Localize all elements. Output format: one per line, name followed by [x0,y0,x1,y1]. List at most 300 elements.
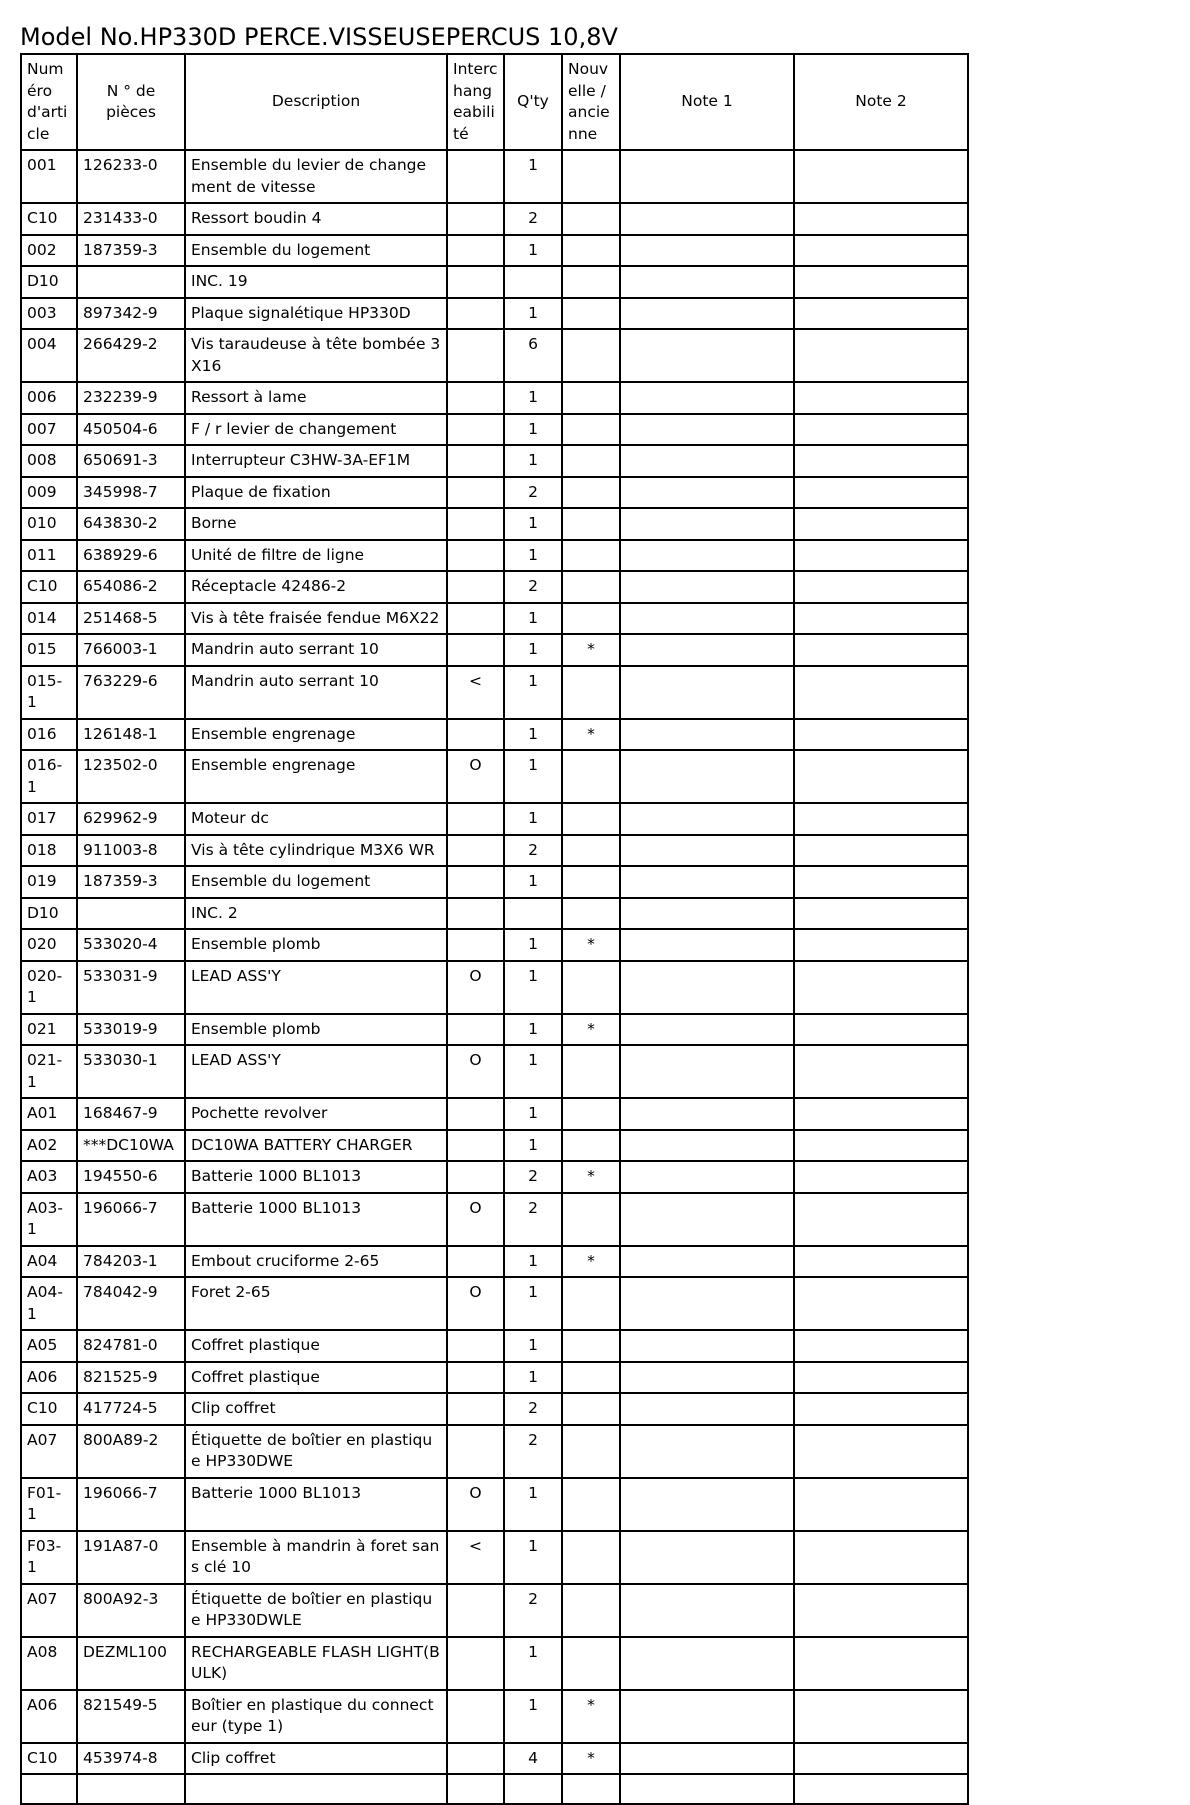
note-1-cell [620,898,794,930]
interchangeability-cell [447,835,504,867]
description-cell: Vis taraudeuse à tête bombée 3X16 [185,329,447,382]
quantity-cell: 1 [504,1531,562,1584]
note-2-cell [794,1014,968,1046]
quantity-cell: 1 [504,150,562,203]
note-1-cell [620,477,794,509]
item-number-cell: A08 [21,1637,77,1690]
note-1-cell [620,1637,794,1690]
table-row [21,266,968,298]
table-row [21,1531,968,1584]
part-number-cell: 821549-5 [77,1690,185,1743]
header-row [21,54,968,150]
note-1-cell [620,835,794,867]
description-cell: LEAD ASS'Y [185,961,447,1014]
description-cell: F / r levier de changement [185,414,447,446]
table-row [21,571,968,603]
quantity-cell: 1 [504,1690,562,1743]
part-number-cell: 629962-9 [77,803,185,835]
new-old-cell [562,266,620,298]
interchangeability-cell [447,203,504,235]
note-2-cell [794,1098,968,1130]
parts-table-body [21,150,968,1804]
note-1-cell [620,203,794,235]
description-cell: Foret 2-65 [185,1277,447,1330]
table-row [21,866,968,898]
interchangeability-cell [447,1425,504,1478]
new-old-cell [562,540,620,572]
item-number-cell: 018 [21,835,77,867]
new-old-cell [562,961,620,1014]
note-2-cell [794,803,968,835]
note-2-cell [794,1130,968,1162]
table-row [21,803,968,835]
note-1-cell [620,1690,794,1743]
item-number-cell: A07 [21,1584,77,1637]
item-number-cell: 019 [21,866,77,898]
table-row [21,1130,968,1162]
item-number-cell: 021-1 [21,1045,77,1098]
note-1-cell [620,1584,794,1637]
quantity-cell: 2 [504,1193,562,1246]
new-old-cell [562,1425,620,1478]
new-old-cell [562,445,620,477]
description-cell: Ensemble du logement [185,235,447,267]
part-number-cell: 654086-2 [77,571,185,603]
part-number-cell: 196066-7 [77,1478,185,1531]
note-1-cell [620,414,794,446]
description-cell: Batterie 1000 BL1013 [185,1193,447,1246]
description-cell: Interrupteur C3HW-3A-EF1M [185,445,447,477]
part-number-cell: 126233-0 [77,150,185,203]
interchangeability-cell [447,1743,504,1775]
item-number-cell: A07 [21,1425,77,1478]
interchangeability-cell: O [447,1193,504,1246]
interchangeability-cell [447,235,504,267]
interchangeability-cell [447,1362,504,1394]
note-1-cell [620,750,794,803]
description-cell: Embout cruciforme 2-65 [185,1246,447,1278]
part-number-cell: 266429-2 [77,329,185,382]
new-old-cell [562,1045,620,1098]
interchangeability-cell [447,603,504,635]
description-cell: Ensemble plomb [185,1014,447,1046]
part-number-cell: 123502-0 [77,750,185,803]
part-number-cell: 824781-0 [77,1330,185,1362]
description-cell: Étiquette de boîtier en plastique HP330DWE [185,1425,447,1478]
new-old-cell [562,382,620,414]
note-2-cell [794,1193,968,1246]
quantity-cell: 1 [504,382,562,414]
note-2-cell [794,414,968,446]
table-row [21,719,968,751]
quantity-cell: 1 [504,666,562,719]
item-number-cell: A06 [21,1690,77,1743]
new-old-cell [562,477,620,509]
quantity-cell: 1 [504,414,562,446]
note-1-cell [620,1330,794,1362]
interchangeability-cell [447,1014,504,1046]
note-2-cell [794,961,968,1014]
note-1-cell [620,719,794,751]
new-old-cell: * [562,1246,620,1278]
part-number-cell: 533030-1 [77,1045,185,1098]
new-old-cell [562,1330,620,1362]
quantity-cell: 1 [504,1045,562,1098]
interchangeability-cell [447,571,504,603]
interchangeability-cell: O [447,1478,504,1531]
empty-cell [21,1774,77,1804]
quantity-cell: 6 [504,329,562,382]
note-2-cell [794,1425,968,1478]
interchangeability-cell [447,929,504,961]
description-cell: Ensemble du logement [185,866,447,898]
part-number-cell: 784042-9 [77,1277,185,1330]
new-old-cell [562,329,620,382]
table-row [21,1743,968,1775]
new-old-cell [562,203,620,235]
note-2-cell [794,329,968,382]
note-2-cell [794,445,968,477]
quantity-cell: 2 [504,1584,562,1637]
part-number-cell: 168467-9 [77,1098,185,1130]
quantity-cell: 1 [504,298,562,330]
note-2-cell [794,634,968,666]
table-row [21,1014,968,1046]
part-number-cell: 897342-9 [77,298,185,330]
item-number-cell: 004 [21,329,77,382]
interchangeability-cell [447,1246,504,1278]
new-old-cell [562,1098,620,1130]
description-cell: Plaque de fixation [185,477,447,509]
note-1-cell [620,1246,794,1278]
description-cell: Batterie 1000 BL1013 [185,1161,447,1193]
note-1-cell [620,150,794,203]
description-cell: Ressort à lame [185,382,447,414]
note-1-cell [620,1743,794,1775]
quantity-cell: 1 [504,235,562,267]
part-number-cell: 251468-5 [77,603,185,635]
quantity-cell [504,266,562,298]
description-cell: Mandrin auto serrant 10 [185,634,447,666]
quantity-cell: 2 [504,1393,562,1425]
note-1-cell [620,540,794,572]
item-number-cell: 021 [21,1014,77,1046]
header-part-number: N ° de pièces [77,54,185,150]
interchangeability-cell: O [447,1277,504,1330]
quantity-cell: 1 [504,1637,562,1690]
item-number-cell: 008 [21,445,77,477]
new-old-cell: * [562,1161,620,1193]
note-2-cell [794,1584,968,1637]
note-1-cell [620,1393,794,1425]
note-2-cell [794,235,968,267]
table-row [21,1637,968,1690]
item-number-cell: C10 [21,571,77,603]
part-number-cell: ***DC10WA [77,1130,185,1162]
quantity-cell: 1 [504,1330,562,1362]
description-cell: INC. 19 [185,266,447,298]
note-2-cell [794,1743,968,1775]
note-2-cell [794,898,968,930]
table-row [21,508,968,540]
quantity-cell: 1 [504,1277,562,1330]
empty-cell [77,1774,185,1804]
description-cell: Plaque signalétique HP330D [185,298,447,330]
table-row [21,1246,968,1278]
item-number-cell: A04 [21,1246,77,1278]
quantity-cell: 1 [504,1014,562,1046]
table-row [21,540,968,572]
part-number-cell: DEZML100 [77,1637,185,1690]
table-row [21,1584,968,1637]
table-row [21,898,968,930]
part-number-cell: 800A89-2 [77,1425,185,1478]
note-2-cell [794,382,968,414]
item-number-cell: A04-1 [21,1277,77,1330]
part-number-cell: 345998-7 [77,477,185,509]
note-1-cell [620,445,794,477]
description-cell: Vis à tête cylindrique M3X6 WR [185,835,447,867]
item-number-cell: 020-1 [21,961,77,1014]
table-row [21,414,968,446]
table-row [21,961,968,1014]
note-2-cell [794,1690,968,1743]
note-2-cell [794,540,968,572]
table-row [21,1690,968,1743]
item-number-cell: C10 [21,1743,77,1775]
item-number-cell: 003 [21,298,77,330]
description-cell: Ensemble engrenage [185,719,447,751]
table-row [21,1393,968,1425]
note-1-cell [620,1098,794,1130]
new-old-cell [562,414,620,446]
quantity-cell [504,898,562,930]
item-number-cell: C10 [21,1393,77,1425]
note-1-cell [620,571,794,603]
description-cell: Ensemble du levier de changement de vitesse [185,150,447,203]
empty-cell [504,1774,562,1804]
part-number-cell: 533020-4 [77,929,185,961]
table-row [21,329,968,382]
note-2-cell [794,1393,968,1425]
new-old-cell [562,603,620,635]
note-2-cell [794,1478,968,1531]
table-row [21,1161,968,1193]
interchangeability-cell [447,414,504,446]
description-cell: Coffret plastique [185,1362,447,1394]
table-row-partial [21,1774,968,1804]
interchangeability-cell: < [447,1531,504,1584]
description-cell: Borne [185,508,447,540]
interchangeability-cell [447,1330,504,1362]
note-1-cell [620,1161,794,1193]
quantity-cell: 1 [504,866,562,898]
item-number-cell: A02 [21,1130,77,1162]
table-row [21,634,968,666]
table-row [21,1277,968,1330]
item-number-cell: 015 [21,634,77,666]
part-number-cell [77,266,185,298]
interchangeability-cell [447,1393,504,1425]
description-cell: Ensemble engrenage [185,750,447,803]
new-old-cell [562,235,620,267]
note-1-cell [620,266,794,298]
new-old-cell [562,835,620,867]
description-cell: LEAD ASS'Y [185,1045,447,1098]
note-2-cell [794,1277,968,1330]
quantity-cell: 2 [504,835,562,867]
interchangeability-cell [447,634,504,666]
quantity-cell: 1 [504,634,562,666]
note-1-cell [620,508,794,540]
empty-cell [794,1774,968,1804]
description-cell: DC10WA BATTERY CHARGER [185,1130,447,1162]
table-row [21,1425,968,1478]
interchangeability-cell [447,329,504,382]
quantity-cell: 4 [504,1743,562,1775]
interchangeability-cell [447,1161,504,1193]
table-row [21,445,968,477]
new-old-cell [562,866,620,898]
quantity-cell: 2 [504,477,562,509]
interchangeability-cell [447,540,504,572]
note-2-cell [794,1045,968,1098]
header-quantity: Q'ty [504,54,562,150]
header-new-old: Nouvelle / ancienne [562,54,620,150]
quantity-cell: 1 [504,445,562,477]
item-number-cell: 016-1 [21,750,77,803]
header-note-1: Note 1 [620,54,794,150]
note-1-cell [620,603,794,635]
table-row [21,235,968,267]
description-cell: Unité de filtre de ligne [185,540,447,572]
description-cell: Ressort boudin 4 [185,203,447,235]
note-2-cell [794,929,968,961]
new-old-cell [562,571,620,603]
quantity-cell: 1 [504,1478,562,1531]
table-row [21,1045,968,1098]
description-cell: Coffret plastique [185,1330,447,1362]
item-number-cell: 020 [21,929,77,961]
note-2-cell [794,835,968,867]
new-old-cell [562,898,620,930]
table-row [21,477,968,509]
description-cell: Pochette revolver [185,1098,447,1130]
new-old-cell [562,1130,620,1162]
note-1-cell [620,666,794,719]
description-cell: Ensemble à mandrin à foret sans clé 10 [185,1531,447,1584]
note-2-cell [794,203,968,235]
new-old-cell: * [562,1690,620,1743]
note-1-cell [620,1362,794,1394]
header-interchangeability: Interchangeabilité [447,54,504,150]
empty-cell [562,1774,620,1804]
description-cell: Étiquette de boîtier en plastique HP330DWLE [185,1584,447,1637]
note-2-cell [794,666,968,719]
note-1-cell [620,1130,794,1162]
interchangeability-cell: O [447,1045,504,1098]
item-number-cell: D10 [21,266,77,298]
note-2-cell [794,719,968,751]
part-number-cell: 911003-8 [77,835,185,867]
description-cell: Clip coffret [185,1743,447,1775]
parts-table [20,53,969,1805]
table-row [21,382,968,414]
note-1-cell [620,634,794,666]
item-number-cell: D10 [21,898,77,930]
quantity-cell: 1 [504,719,562,751]
note-1-cell [620,235,794,267]
note-1-cell [620,1014,794,1046]
table-row [21,603,968,635]
description-cell: Ensemble plomb [185,929,447,961]
part-number-cell: 638929-6 [77,540,185,572]
item-number-cell: A01 [21,1098,77,1130]
quantity-cell: 1 [504,508,562,540]
table-row [21,203,968,235]
new-old-cell [562,1193,620,1246]
part-number-cell: 231433-0 [77,203,185,235]
interchangeability-cell: < [447,666,504,719]
part-number-cell: 187359-3 [77,235,185,267]
part-number-cell: 453974-8 [77,1743,185,1775]
table-row [21,750,968,803]
quantity-cell: 1 [504,961,562,1014]
new-old-cell: * [562,634,620,666]
note-2-cell [794,1637,968,1690]
description-cell: RECHARGEABLE FLASH LIGHT(BULK) [185,1637,447,1690]
interchangeability-cell [447,298,504,330]
item-number-cell: A06 [21,1362,77,1394]
interchangeability-cell: O [447,961,504,1014]
item-number-cell: A03-1 [21,1193,77,1246]
interchangeability-cell [447,1130,504,1162]
table-row [21,1478,968,1531]
new-old-cell [562,1277,620,1330]
new-old-cell [562,803,620,835]
item-number-cell: F03-1 [21,1531,77,1584]
quantity-cell: 2 [504,1425,562,1478]
quantity-cell: 1 [504,1098,562,1130]
item-number-cell: 015-1 [21,666,77,719]
item-number-cell: 016 [21,719,77,751]
note-2-cell [794,477,968,509]
part-number-cell: 533031-9 [77,961,185,1014]
quantity-cell: 1 [504,1362,562,1394]
note-1-cell [620,329,794,382]
new-old-cell [562,1531,620,1584]
table-row [21,298,968,330]
part-number-cell: 187359-3 [77,866,185,898]
table-row [21,1362,968,1394]
note-1-cell [620,298,794,330]
part-number-cell: 650691-3 [77,445,185,477]
interchangeability-cell: O [447,750,504,803]
item-number-cell: A05 [21,1330,77,1362]
note-1-cell [620,1193,794,1246]
new-old-cell: * [562,719,620,751]
item-number-cell: 011 [21,540,77,572]
note-1-cell [620,866,794,898]
new-old-cell [562,666,620,719]
part-number-cell: 232239-9 [77,382,185,414]
item-number-cell: 009 [21,477,77,509]
quantity-cell: 1 [504,750,562,803]
quantity-cell: 1 [504,803,562,835]
table-row [21,666,968,719]
note-1-cell [620,1478,794,1531]
table-row [21,1098,968,1130]
